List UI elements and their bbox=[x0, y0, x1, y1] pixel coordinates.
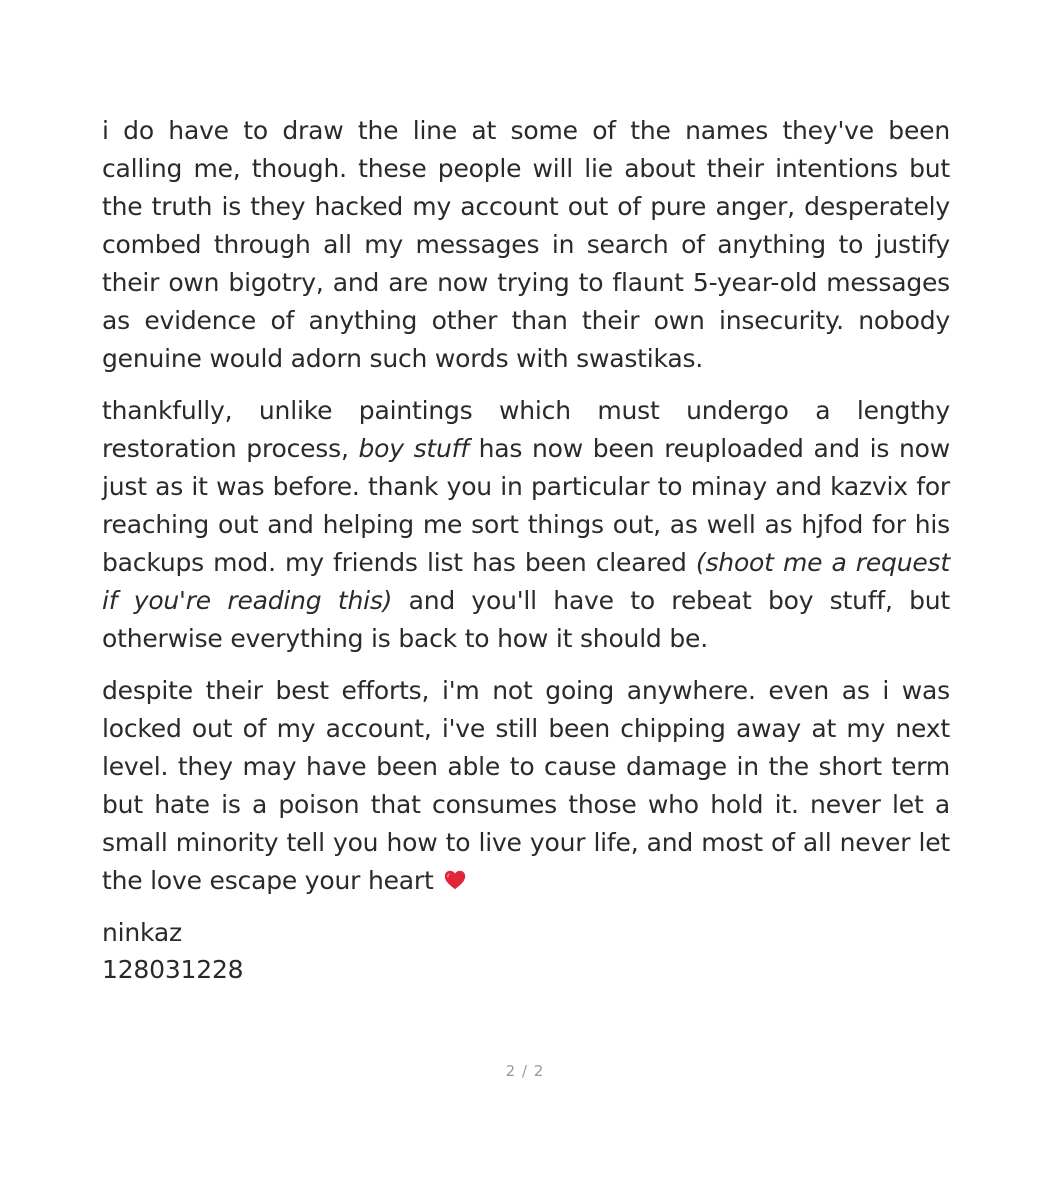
paragraph-2-text-part-2: has now been reuploaded and is now just as it was before. thank you in particular to minay and kazvix for reaching out and helping me sort things out, as well as hjfod for his backups mod. my friends list has been cleared bbox=[102, 434, 950, 577]
signature-name: ninkaz bbox=[102, 918, 182, 947]
paragraph-not-going-anywhere bbox=[102, 672, 950, 900]
red-heart-icon bbox=[443, 865, 467, 889]
paragraph-name-calling bbox=[102, 112, 950, 378]
paragraph-2-text-part-1: thankfully, unlike paintings which must undergo a lengthy restoration process, bbox=[102, 396, 950, 463]
page-indicator: 2 / 2 bbox=[505, 1062, 545, 1080]
heart-shape bbox=[445, 871, 465, 889]
boy-stuff-level-title: boy stuff bbox=[358, 434, 469, 463]
signature-block bbox=[102, 914, 950, 988]
signature-id: 128031228 bbox=[102, 955, 244, 984]
document-page bbox=[102, 112, 950, 988]
paragraph-3-text: despite their best efforts, i'm not going anywhere. even as i was locked out of my account, i've still been chipping away at my next level. they may have been able to cause damage in the short term but hate is a poison that consumes those who hold it. never let a small minority tell you how to live your life, and most of all never let the love escape your heart bbox=[102, 676, 950, 895]
paragraph-2-text-part-3: and you'll have to rebeat boy stuff, but otherwise everything is back to how it should be. bbox=[102, 586, 950, 653]
paragraph-restoration bbox=[102, 392, 950, 658]
friend-request-aside: (shoot me a request if you're reading this) bbox=[102, 548, 950, 615]
paragraph-1-text: i do have to draw the line at some of the names they've been calling me, though. these people will lie about their intentions but the truth is they hacked my account out of pure anger, desperately combed through all my messages in search of anything to justify their own bigotry, and are now trying to flaunt 5-year-old messages as evidence of anything other than their own insecurity. nobody genuine would adorn such words with swastikas. bbox=[102, 116, 950, 373]
